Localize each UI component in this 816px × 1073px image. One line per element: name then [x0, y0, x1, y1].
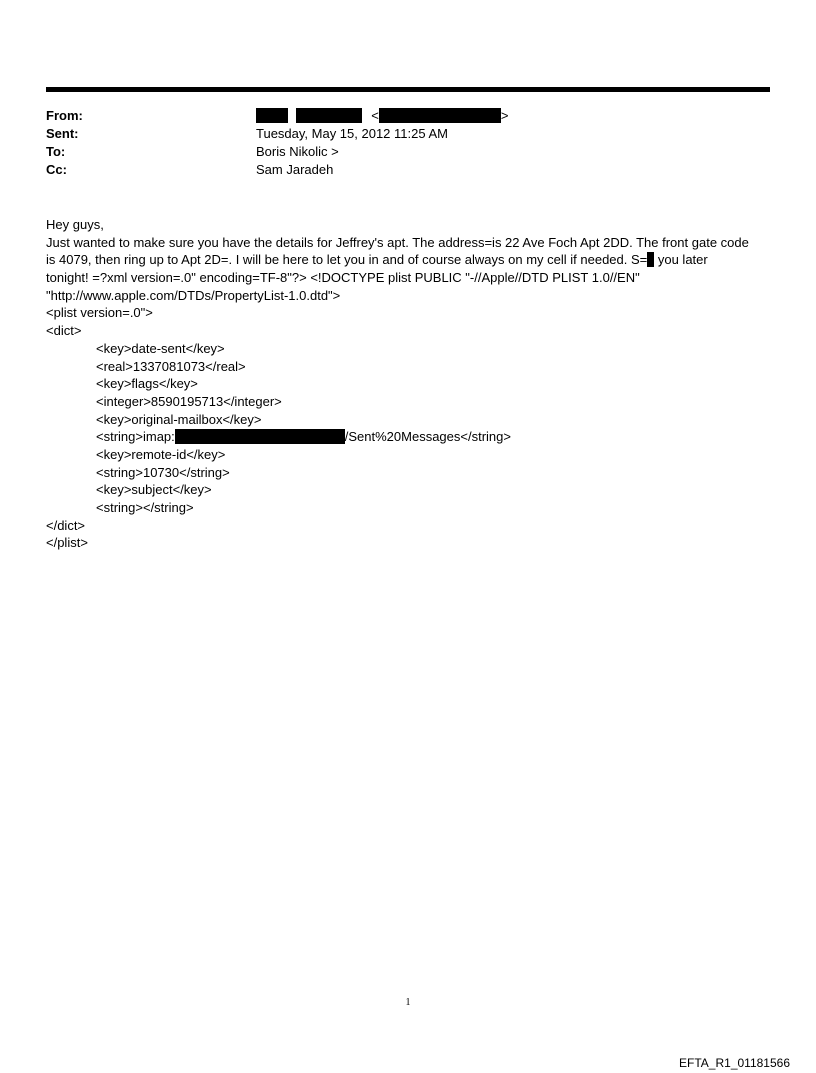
- cc-value: Sam Jaradeh: [256, 162, 334, 177]
- sent-row: [46, 125, 776, 143]
- body-text: /Sent%20Messages</string>: [344, 429, 511, 445]
- dict-close: </dict>: [46, 517, 86, 533]
- body-text: you later: [654, 252, 708, 268]
- plist-value: <integer>8590195713</integer>: [96, 393, 282, 409]
- to-value: Boris Nikolic >: [256, 144, 339, 159]
- email-body: [46, 216, 776, 552]
- email-header: [46, 107, 776, 179]
- body-line: tonight! =?xml version=.0" encoding=TF-8"?> <!DOCTYPE plist PUBLIC "-//Apple//DTD PLIST 1.0//EN": [46, 270, 640, 286]
- dict-open: <dict>: [46, 323, 82, 339]
- cc-label: Cc:: [46, 162, 67, 177]
- plist-value: <string>10730</string>: [96, 464, 230, 480]
- from-value: [256, 107, 508, 125]
- plist-close: </plist>: [46, 535, 88, 551]
- greeting: Hey guys,: [46, 217, 104, 232]
- body-text: <string>imap:: [96, 429, 175, 445]
- body-line: [46, 251, 776, 269]
- plist-value: [46, 428, 776, 446]
- header-rule: [46, 87, 770, 92]
- to-row: [46, 143, 776, 161]
- redaction-box: [296, 108, 362, 123]
- redaction-box: [256, 108, 288, 123]
- from-gt: >: [500, 108, 509, 123]
- body-text: is 4079, then ring up to Apt 2D=. I will be here to let you in and of course always on my cell if needed. S=: [46, 252, 648, 268]
- from-lt: <: [371, 108, 379, 123]
- plist-value: <real>1337081073</real>: [96, 358, 246, 374]
- redaction-box: [175, 429, 345, 444]
- cc-row: [46, 161, 776, 179]
- plist-open: <plist version=.0">: [46, 305, 153, 321]
- sent-value: Tuesday, May 15, 2012 11:25 AM: [256, 126, 448, 141]
- body-line: "http://www.apple.com/DTDs/PropertyList-1.0.dtd">: [46, 287, 341, 303]
- plist-value: <string></string>: [96, 500, 194, 515]
- plist-key: <key>remote-id</key>: [96, 446, 226, 462]
- sent-label: Sent:: [46, 126, 79, 141]
- plist-key: <key>subject</key>: [96, 482, 212, 498]
- redaction-box: [379, 108, 501, 123]
- document-id: EFTA_R1_01181566: [679, 1056, 790, 1070]
- page-number: 1: [405, 997, 411, 1008]
- plist-key: <key>flags</key>: [96, 376, 198, 392]
- body-line: Just wanted to make sure you have the details for Jeffrey's apt. The address=is 22 Ave Foch Apt 2DD. The front gate code: [46, 234, 749, 250]
- plist-key: <key>original-mailbox</key>: [96, 411, 262, 427]
- from-row: [46, 107, 776, 125]
- from-label: From:: [46, 108, 83, 123]
- to-label: To:: [46, 144, 66, 159]
- plist-key: <key>date-sent</key>: [96, 340, 225, 356]
